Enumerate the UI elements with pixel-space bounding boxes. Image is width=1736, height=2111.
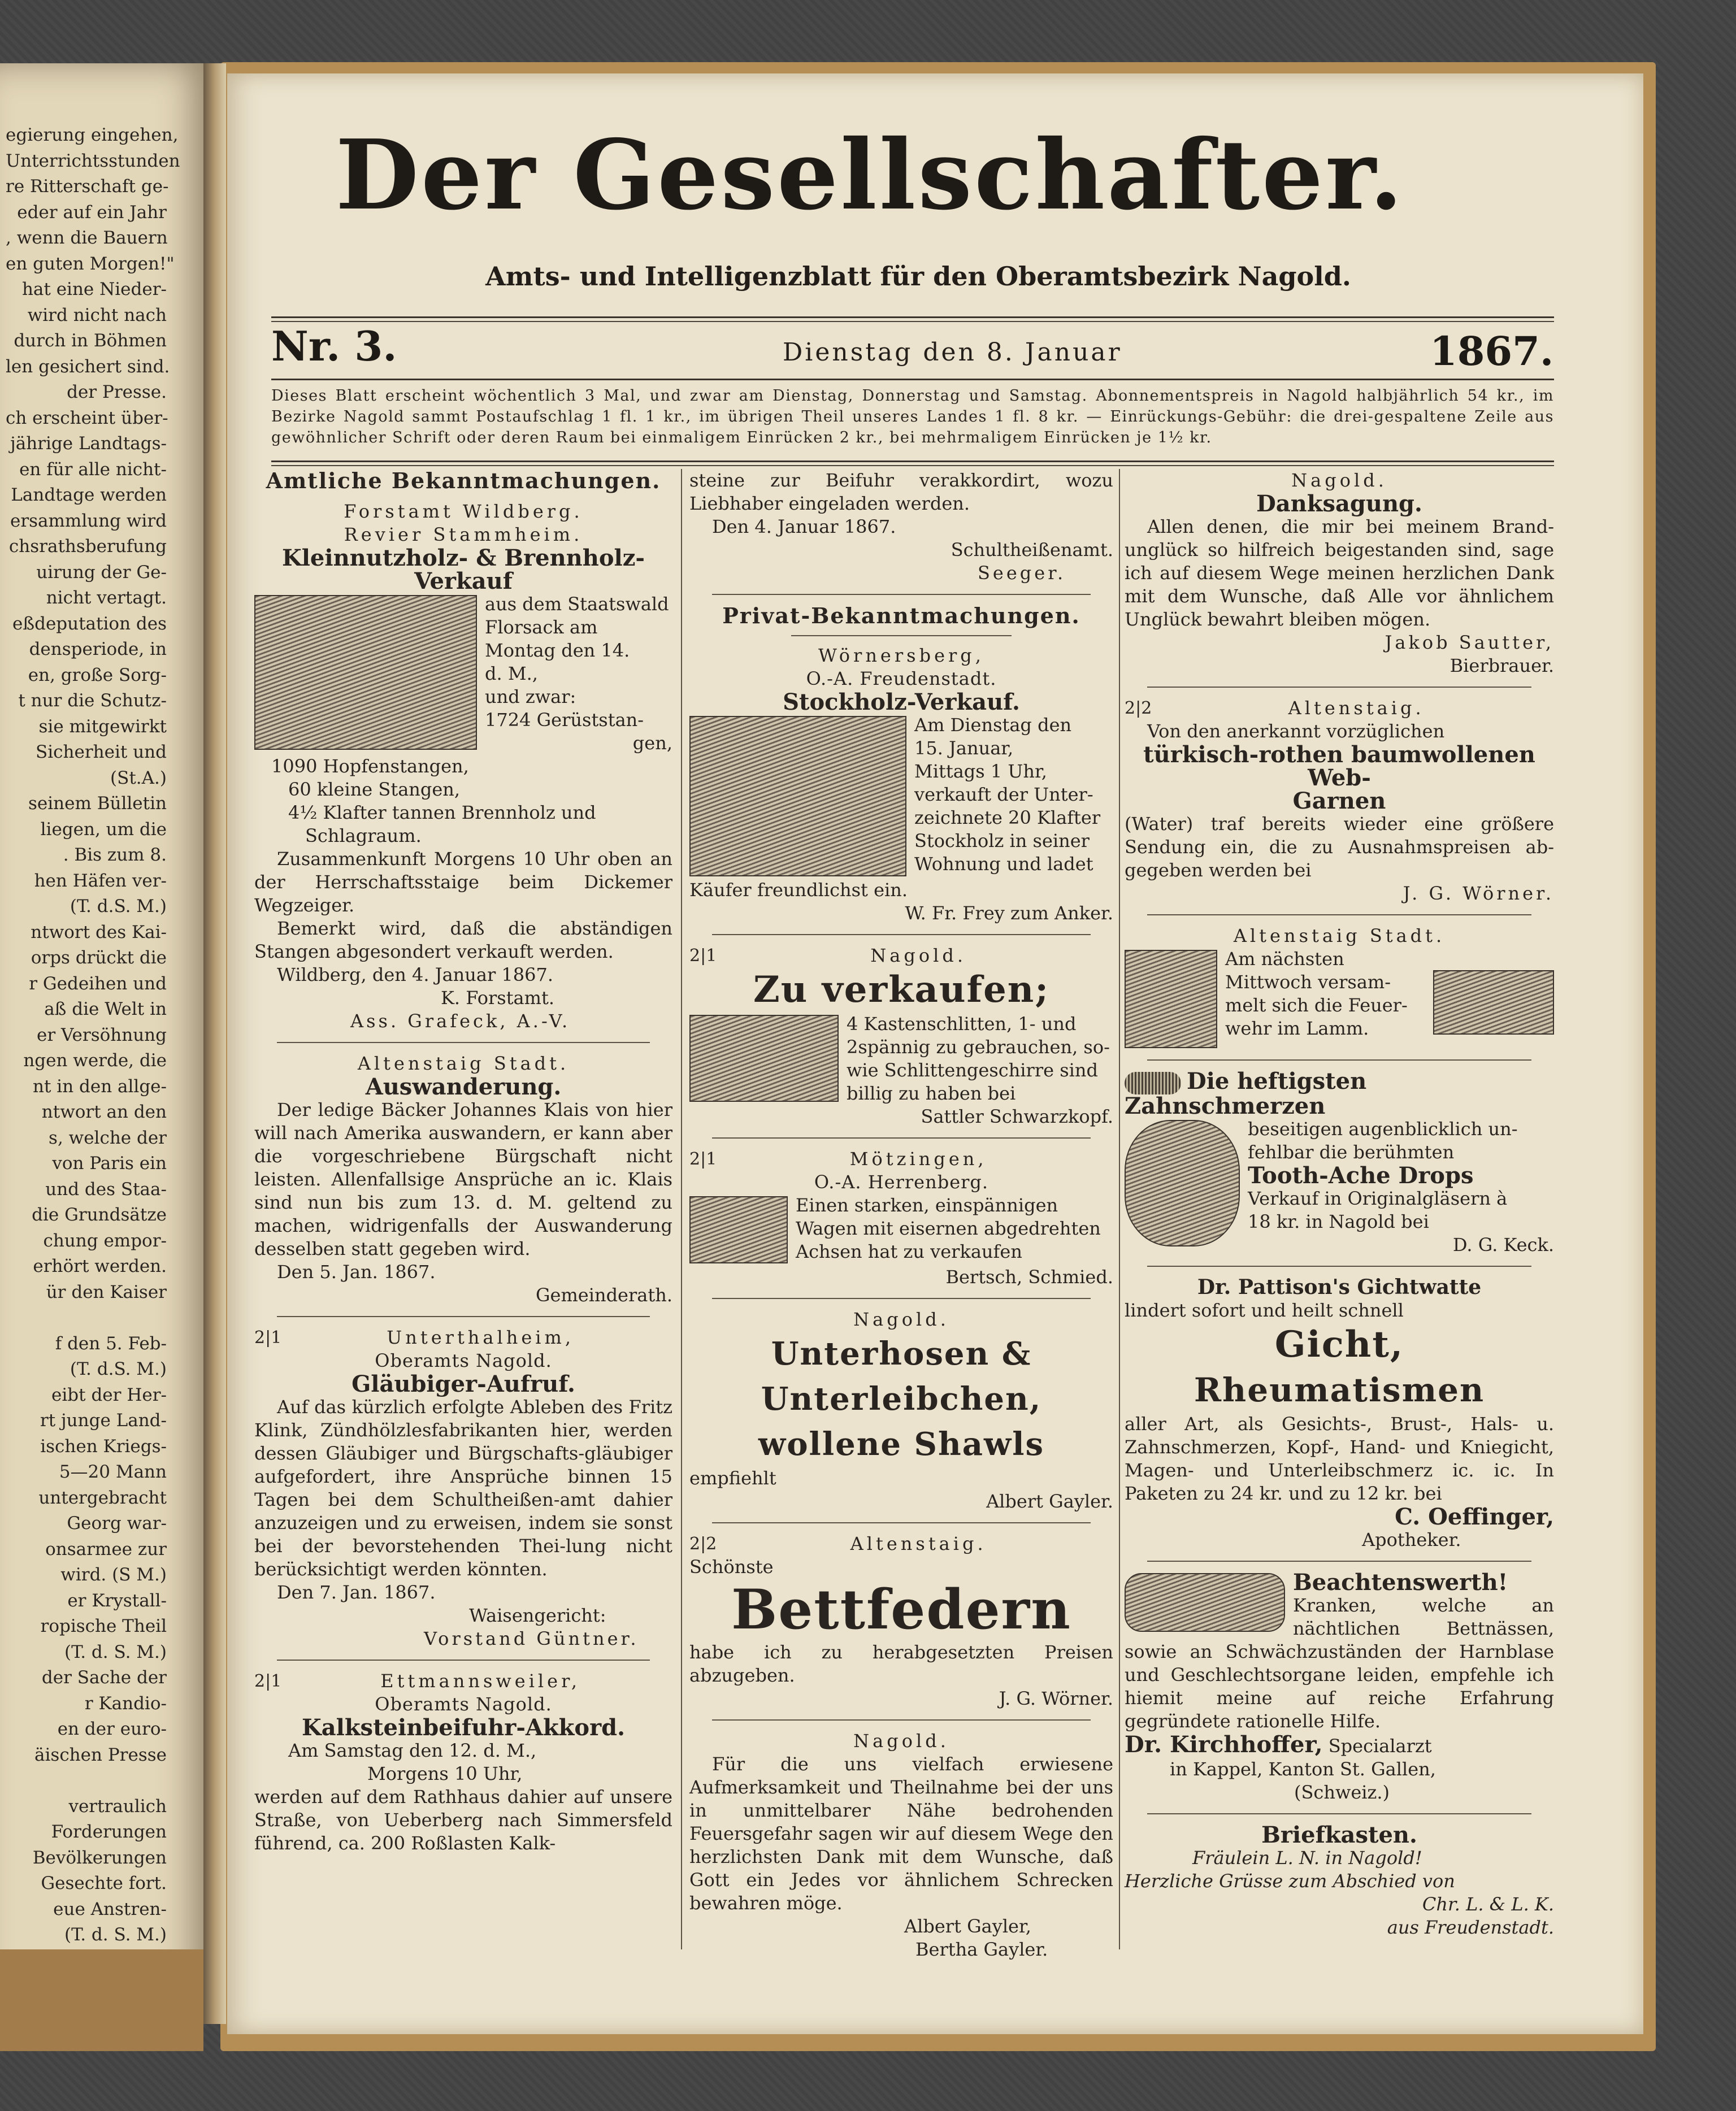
left-page-line: Georg war-	[67, 1513, 167, 1534]
left-page-line: en, große Sorg-	[28, 664, 167, 685]
text-line: Montag den 14.	[485, 640, 630, 661]
left-page-line: liegen, um die	[40, 819, 167, 840]
repeat-mark: 2|1	[254, 1328, 282, 1348]
text-line: zeichnete 20 Klafter	[914, 807, 1101, 828]
left-page-line: hen Häfen ver-	[34, 870, 167, 891]
issue-year: 1867.	[1430, 328, 1554, 375]
left-page-line: uirung der Ge-	[36, 562, 167, 583]
dateline: Wildberg, den 4. Januar 1867.	[277, 964, 554, 985]
text-line: Verkauf in Originalgläsern à	[1248, 1188, 1508, 1209]
paragraph: steine zur Beifuhr verakkordirt, wozu Liebhaber eingeladen werden.	[689, 470, 1113, 514]
newspaper-title: Der Gesellschafter.	[335, 119, 1405, 232]
text-line: aus dem Staatswald	[485, 593, 669, 615]
text-line: gen,	[632, 732, 672, 754]
left-page-line: (T. d. S. M.)	[64, 1925, 167, 1945]
left-page-line: er Versöhnung	[36, 1024, 167, 1045]
left-page-line: rt junge Land-	[40, 1410, 167, 1431]
left-page-line: re Ritterschaft ge-	[6, 176, 169, 197]
notice-title: Auswanderung.	[365, 1074, 562, 1100]
left-page-line: s, welche der	[49, 1127, 167, 1148]
left-page-line: ropische Theil	[40, 1616, 167, 1636]
text-line: Am Dienstag den	[914, 714, 1072, 736]
notice-place: Unterthalheim,	[387, 1327, 575, 1348]
signature: Albert Gayler.	[986, 1491, 1113, 1512]
sleigh-woodcut-image	[689, 1015, 839, 1102]
dateline: Den 5. Jan. 1867.	[277, 1261, 436, 1283]
forest-woodcut-image	[254, 595, 477, 750]
notice-title: Gläubiger-Aufruf.	[351, 1371, 575, 1397]
left-page-line: densperiode, in	[29, 639, 167, 659]
text-line: beseitigen augenblicklich un-	[1248, 1118, 1518, 1140]
text-line: 18 kr. in Nagold bei	[1248, 1211, 1429, 1232]
left-page-line: die Grundsätze	[32, 1205, 167, 1225]
left-page-line: nt in den allge-	[33, 1076, 167, 1097]
text-line: 60 kleine Stangen,	[288, 779, 461, 800]
left-page-line: en für alle nicht-	[19, 459, 167, 480]
left-page-line: Unterrichtsstunden	[6, 150, 180, 171]
paragraph: werden auf dem Rathhaus dahier auf unsere Straße, von Ueberberg nach Simmersfeld führend, ca. 200 Roßlasten Kalk-	[254, 1786, 672, 1854]
left-page-line: er Krystall-	[67, 1590, 167, 1611]
text-line: 15. Januar,	[914, 737, 1014, 759]
notice-place: Altenstaig Stadt.	[357, 1053, 570, 1074]
notice-title: Kleinnutzholz- & Brennholz-Verkauf	[281, 545, 645, 594]
column-rule	[681, 469, 682, 1949]
text-line: Von den anerkannt vorzüglichen	[1147, 720, 1445, 742]
left-page-line: (T. d.S. M.)	[70, 1359, 167, 1379]
left-page-line: eßdeputation des	[12, 613, 167, 634]
notice-subplace: Oberamts Nagold.	[375, 1350, 552, 1371]
pointing-hand-icon	[1125, 1072, 1181, 1094]
text-line: Mittwoch versam-	[1225, 971, 1391, 993]
text-line: Käufer freundlichst ein.	[689, 879, 908, 901]
signature: J. G. Wörner.	[1403, 883, 1554, 904]
left-page-line: . Bis zum 8.	[63, 845, 167, 865]
repeat-mark: 2|1	[689, 1149, 717, 1169]
repeat-mark: 2|1	[689, 946, 717, 966]
fire-engine-woodcut-image	[1433, 970, 1554, 1035]
divider	[271, 316, 1554, 318]
left-page-line: aß die Welt in	[44, 999, 167, 1019]
column-3	[1125, 469, 1554, 1939]
text-line: Herzliche Grüsse zum Abschied von	[1125, 1870, 1455, 1892]
notice-title: Briefkasten.	[1261, 1822, 1417, 1848]
signature: Gemeinderath.	[535, 1284, 672, 1306]
paragraph: Der ledige Bäcker Johannes Klais von hier will nach Amerika auswandern, er kann aber die vorgeschriebene Bürgschaft nicht leisten. Allenfallsige Ansprüche an ic. Klais sind nun bis zum 13. d. M. geltend zu machen, widrigenfalls der Auswanderung desselben statt gegeben wird.	[254, 1099, 672, 1259]
toothache-face-image	[1125, 1120, 1240, 1246]
left-page-line: erhört werden.	[33, 1256, 167, 1276]
left-page-line: chung empor-	[43, 1230, 167, 1251]
column-1	[254, 469, 672, 1855]
left-page-line	[6, 1305, 167, 1331]
left-page-line: r Gedeihen und	[29, 973, 167, 994]
signature: Albert Gayler,	[904, 1915, 1031, 1937]
paragraph: Bemerkt wird, daß die abständigen Stangen abgesondert verkauft werden.	[254, 918, 672, 962]
book-gutter	[203, 63, 226, 2024]
left-page-line: Bevölkerungen	[32, 1847, 167, 1868]
left-page-line: orps drückt die	[31, 948, 167, 968]
left-page-line: (St.A.)	[110, 767, 167, 788]
text-line: 4½ Klafter tannen Brennholz und	[288, 802, 596, 823]
left-page-line: hat eine Nieder-	[21, 279, 167, 299]
signature: Bertha Gayler.	[915, 1939, 1048, 1960]
signature: Jakob Sautter,	[1385, 632, 1554, 653]
left-page-line: seinem Bülletin	[28, 793, 167, 814]
repeat-mark: 2|2	[689, 1534, 717, 1554]
left-page-line: Gesechte fort.	[41, 1873, 167, 1893]
left-page-line: untergebracht	[38, 1487, 167, 1508]
text-line: Achsen hat zu verkaufen	[796, 1241, 1022, 1262]
paragraph: Für die uns vielfach erwiesene Aufmerksamkeit und Theilnahme bei der uns in unmittelbarer Nähe bedrohenden Feuersgefahr sagen wir auf diesem Wege den herzlichsten Dank mit dem Wunsche, daß Gott ein Jedes vor ähnlichem Schrecken bewahren möge.	[689, 1753, 1113, 1914]
left-page-line: en der euro-	[57, 1719, 167, 1739]
signature: Sattler Schwarzkopf.	[921, 1106, 1113, 1127]
text-line: Am nächsten	[1225, 948, 1344, 970]
left-page-line: ischen Kriegs-	[40, 1436, 167, 1457]
column-rule	[1119, 469, 1120, 1949]
notice-place: Wörnersberg,	[818, 645, 984, 666]
notice-subplace: Revier Stammheim.	[344, 524, 583, 545]
left-page-line: (T. d.S. M.)	[70, 896, 167, 916]
text-line: Am Samstag den 12. d. M.,	[288, 1740, 537, 1761]
notice-title: Beachtenswerth!	[1293, 1571, 1508, 1596]
text-line: lindert sofort und heilt schnell	[1125, 1300, 1404, 1321]
paragraph: Zusammenkunft Morgens 10 Uhr oben an der Herrschaftsstaige beim Dickemer Wegzeiger.	[254, 848, 672, 916]
signature: Dr. Kirchhoffer,	[1125, 1731, 1323, 1758]
notice-title: Stockholz-Verkauf.	[783, 689, 1020, 715]
pointing-hand-image	[1125, 1573, 1285, 1632]
text-line: Wagen mit eisernen abgedrehten	[796, 1218, 1101, 1239]
text-line: melt sich die Feuer-	[1225, 994, 1408, 1016]
left-page-line: ntwort des Kai-	[31, 922, 167, 942]
left-page-line: äischen Presse	[34, 1744, 167, 1765]
text-line: billig zu haben bei	[847, 1083, 1016, 1104]
left-page-line: der Presse.	[67, 382, 167, 402]
left-page-line: r Kandio-	[84, 1693, 167, 1714]
left-page-line: Landtage werden	[11, 485, 167, 505]
text-line: (Schweiz.)	[1294, 1782, 1390, 1803]
notice-subplace: Oberamts Nagold.	[375, 1693, 552, 1715]
text-line: wehr im Lamm.	[1225, 1018, 1369, 1039]
dateline: Den 4. Januar 1867.	[712, 516, 896, 537]
left-page-text	[6, 123, 180, 2000]
left-page-line: Forderungen	[51, 1822, 167, 1842]
notice-place: Nagold.	[853, 1730, 949, 1752]
left-page-line: , wenn die Bauern	[6, 228, 168, 248]
fireman-woodcut-image	[1125, 950, 1217, 1048]
notice-title: Bettfedern	[731, 1578, 1071, 1641]
left-page-line: sie mitgewirkt	[38, 716, 167, 737]
dateline: Den 7. Jan. 1867.	[277, 1582, 436, 1603]
text-line: 2spännig zu gebrauchen, so-	[847, 1036, 1110, 1058]
text-line: Wohnung und ladet	[914, 853, 1093, 875]
notice-title: wollene Shawls	[758, 1426, 1045, 1463]
text-line: Fräulein L. N. in Nagold!	[1192, 1847, 1422, 1869]
issue-date: Dienstag den 8. Januar	[783, 338, 1122, 367]
signature: Schultheißenamt.	[951, 539, 1113, 561]
left-page-line: egierung eingehen,	[6, 125, 179, 145]
text-line: Mittags 1 Uhr,	[914, 761, 1047, 782]
notice-place: Nagold.	[1291, 470, 1387, 491]
text-line: Schönste	[689, 1556, 774, 1578]
repeat-mark: 2|1	[254, 1671, 282, 1691]
paragraph: (Water) traf bereits wieder eine größere Sendung ein, die zu Ausnahmspreisen ab-gegeben werden bei	[1125, 813, 1554, 881]
signature: W. Fr. Frey zum Anker.	[905, 902, 1113, 924]
left-page-line: wird. (S M.)	[60, 1565, 167, 1585]
notice-place: Altenstaig Stadt.	[1233, 925, 1446, 946]
notice-place: Nagold.	[870, 945, 966, 966]
left-page-line: 5—20 Mann	[59, 1462, 167, 1482]
signature: Bertsch, Schmied.	[945, 1266, 1113, 1288]
text-line: aus Freudenstadt.	[1387, 1917, 1554, 1938]
left-page-line: Sicherheit und	[36, 742, 167, 762]
signature: J. G. Wörner.	[999, 1688, 1113, 1709]
left-page-line	[6, 1768, 167, 1794]
notice-place: Mötzingen,	[849, 1148, 987, 1170]
left-page-line: chsrathsberufung	[8, 536, 167, 557]
text-line: fehlbar die berühmten	[1248, 1141, 1455, 1163]
text-line: verkauft der Unter-	[914, 784, 1093, 805]
paragraph: habe ich zu herabgesetzten Preisen abzugeben.	[689, 1641, 1113, 1686]
text-line: in Kappel, Kanton St. Gallen,	[1170, 1758, 1436, 1780]
repeat-mark: 2|2	[1125, 698, 1152, 718]
text-line: 1724 Gerüststan-	[485, 709, 644, 731]
notice-title: Unterhosen & Unterleibchen,	[761, 1335, 1042, 1418]
notice-place: Altenstaig.	[850, 1533, 987, 1554]
signature: Seeger.	[978, 562, 1066, 584]
left-cover-edge	[0, 1949, 203, 2051]
left-page-line: t nur die Schutz-	[18, 690, 167, 711]
signature: Bierbrauer.	[1449, 655, 1554, 676]
signature: K. Forstamt.	[441, 987, 554, 1009]
left-page-line: vertraulich	[68, 1796, 167, 1817]
divider	[271, 461, 1554, 462]
left-page-line: und des Staa-	[45, 1179, 167, 1200]
section-heading: Privat-Bekanntmachungen.	[722, 603, 1080, 628]
left-page-line: nicht vertagt.	[46, 588, 167, 608]
left-page-line: ntwort an den	[41, 1102, 167, 1122]
notice-title: Rheumatismen	[1194, 1371, 1485, 1409]
text-line: empfiehlt	[689, 1467, 776, 1489]
notice-place: Ettmannsweiler,	[380, 1670, 581, 1692]
left-page-line: ch erscheint über-	[6, 407, 168, 428]
notice-title: Die heftigsten Zahnschmerzen	[1125, 1068, 1367, 1119]
left-page-line: durch in Böhmen	[14, 331, 167, 351]
signature: C. Oeffinger,	[1395, 1504, 1554, 1530]
notice-title: Garnen	[1292, 788, 1386, 814]
left-page-line: wird nicht nach	[27, 305, 167, 325]
left-page-line: len gesichert sind.	[6, 356, 170, 377]
notice-title: Zu verkaufen;	[753, 968, 1049, 1011]
text-line: Morgens 10 Uhr,	[367, 1763, 523, 1784]
left-page-line: eibt der Her-	[51, 1384, 167, 1405]
notice-title: Gicht,	[1274, 1323, 1404, 1366]
notice-title: Dr. Pattison's Gichtwatte	[1197, 1275, 1482, 1299]
paragraph: aller Art, als Gesichts-, Brust-, Hals- u. Zahnschmerzen, Kopf-, Hand- und Kniegicht, Magen- und Unterleibschmerz ic. ic. In Paketen zu 24 kr. und zu 12 kr. bei	[1125, 1413, 1554, 1504]
notice-place: Altenstaig.	[1288, 697, 1425, 719]
left-page-line: f den 5. Feb-	[55, 1333, 167, 1354]
left-page-line: ür den Kaiser	[46, 1282, 167, 1302]
left-page-line: en guten Morgen!"	[6, 253, 175, 274]
issue-number: Nr. 3.	[271, 322, 397, 370]
signature-title: Specialarzt	[1328, 1735, 1432, 1757]
signature: Vorstand Güntner.	[424, 1628, 639, 1649]
divider	[271, 321, 1554, 322]
text-line: wie Schlittengeschirre sind	[847, 1059, 1098, 1081]
text-line: Stockholz in seiner	[914, 830, 1090, 852]
newspaper-subtitle: Amts- und Intelligenzblatt für den Oberamtsbezirk Nagold.	[485, 261, 1351, 292]
paragraph: Auf das kürzlich erfolgte Ableben des Fritz Klink, Zündhölzlesfabrikanten hier, werden dessen Gläubiger und Bürgschafts-gläubiger aufgefordert, ihre Ansprüche binnen 15 Tagen bei dem Schultheißen-amt dahier anzuzeigen und zu erweisen, indem sie sonst bei der bevorstehenden Thei-lung nicht berücksichtigt werden könnten.	[254, 1396, 672, 1580]
product-name: Tooth-Ache Drops	[1248, 1162, 1474, 1189]
left-page	[0, 63, 215, 2024]
woodcutters-woodcut-image	[689, 716, 906, 876]
notice-title: türkisch-rothen baumwollenen Web-	[1143, 741, 1535, 791]
left-page-line: onsarmee zur	[45, 1539, 167, 1560]
text-line: 4 Kastenschlitten, 1- und	[847, 1013, 1077, 1035]
left-page-line: der Sache der	[41, 1667, 167, 1688]
text-line: und zwar:	[485, 686, 576, 707]
divider	[271, 465, 1554, 466]
column-2	[689, 469, 1113, 1961]
text-line: Florsack am	[485, 616, 598, 638]
notice-place: Nagold.	[853, 1309, 949, 1330]
left-page-line: (T. d. S. M.)	[64, 1641, 167, 1662]
left-page-line: eder auf ein Jahr	[17, 202, 167, 223]
signature: D. G. Keck.	[1452, 1234, 1554, 1256]
paragraph: Kranken, welche an nächtlichen Bettnässen, sowie an Schwächzuständen der Harnblase und Geschlechtsorgane leiden, empfehle ich hiemit meine auf reiche Erfahrung gegründete rationelle Hilfe.	[1125, 1595, 1554, 1732]
signature: Waisengericht:	[469, 1605, 606, 1626]
section-heading: Amtliche Bekanntmachungen.	[266, 468, 661, 493]
text-line: Schlagraum.	[305, 825, 422, 846]
notice-title: Danksagung.	[1256, 490, 1422, 517]
notice-place: Forstamt Wildberg.	[344, 501, 583, 522]
text-line: Chr. L. & L. K.	[1422, 1893, 1554, 1915]
left-page-line: jährige Landtags-	[10, 433, 167, 454]
left-page-line: ersammlung wird	[10, 510, 167, 531]
paragraph: Allen denen, die mir bei meinem Brand-unglück so hilfreich beigestanden sind, sage ich auf diesem Wege meinen herzlichen Dank mit dem Wunsche, daß Alle vor ähnlichem Unglück bewahrt bleiben mögen.	[1125, 516, 1554, 630]
text-line: d. M.,	[485, 663, 538, 684]
notice-subplace: O.-A. Freudenstadt.	[806, 668, 997, 689]
text-line: Einen starken, einspännigen	[796, 1195, 1058, 1216]
left-page-line: ngen werde, die	[23, 1050, 167, 1071]
left-page-line: von Paris ein	[52, 1153, 167, 1174]
notice-title: Kalksteinbeifuhr-Akkord.	[301, 1714, 626, 1741]
wagon-woodcut-image	[689, 1196, 788, 1263]
subscription-notice: Dieses Blatt erscheint wöchentlich 3 Mal, und zwar am Dienstag, Donnerstag und Samstag. Abonnementspreis in Nagold halbjährlich 54 kr., im Bezirke Nagold sammt Postaufschlag 1 fl. 1 kr., im übrigen Theil unseres Landes 1 fl. 8 kr. — Einrückungs-Gebühr: die drei-gespaltene Zeile aus gewöhnlicher Schrift oder deren Raum bei einmaligem Einrücken 2 kr., bei mehrmaligem Einrücken je 1½ kr.	[271, 387, 1554, 446]
text-line: 1090 Hopfenstangen,	[271, 755, 469, 777]
divider	[271, 379, 1554, 380]
left-page-line: eue Anstren-	[53, 1899, 167, 1919]
notice-subplace: O.-A. Herrenberg.	[814, 1171, 989, 1193]
signature: Ass. Grafeck, A.-V.	[350, 1010, 571, 1032]
signature: Apotheker.	[1362, 1529, 1461, 1550]
